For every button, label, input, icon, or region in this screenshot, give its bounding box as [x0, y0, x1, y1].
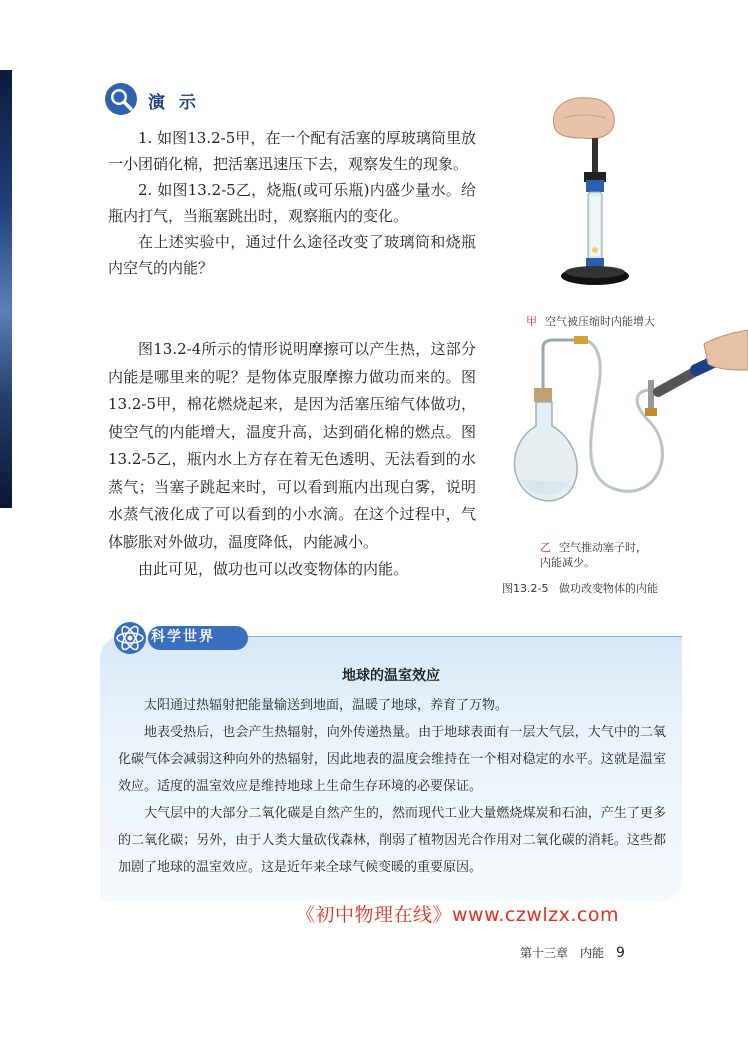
science-world-heading: 地球的温室效应: [342, 668, 440, 684]
science-world-paragraph-1: 太阳通过热辐射把能量输送到地面，温暖了地球，养育了万物。: [144, 698, 509, 713]
demo-title: 演 示: [148, 93, 200, 113]
science-world-rule: [236, 636, 682, 637]
demo-text: [108, 125, 476, 281]
body-text: [108, 336, 476, 584]
demo-paragraph-2: 2. 如图13.2-5乙，烧瓶(或可乐瓶)内盛少量水。给瓶内打气，当瓶塞跳出时，观察瓶内的变化。: [108, 181, 476, 225]
figure-number: 图13.2-5: [502, 582, 549, 595]
page-footer: [520, 944, 625, 961]
watermark: 《初中物理在线》www.czwlzx.com: [296, 904, 619, 926]
figure-a-caption-text: 空气被压缩时内能增大: [545, 315, 655, 328]
science-world-text: [118, 692, 666, 881]
footer-chapter: 第十三章 内能: [520, 946, 605, 960]
atom-icon: [114, 622, 146, 654]
figure-caption: [502, 580, 658, 596]
figure-b-flask-pump: [508, 330, 748, 535]
figure-title: 做功改变物体的内能: [558, 582, 658, 595]
figure-a-piston-cylinder: [540, 88, 660, 298]
figure-a-caption: [526, 313, 655, 329]
page-number: 9: [616, 945, 625, 961]
body-paragraph-2: 由此可见，做功也可以改变物体的内能。: [138, 560, 409, 578]
science-world-label: 科学世界: [151, 629, 215, 645]
demo-paragraph-3: 在上述实验中，通过什么途径改变了玻璃筒和烧瓶内空气的内能？: [108, 233, 476, 277]
figure-a-mark: 甲: [526, 315, 537, 328]
edge-photo-strip: [0, 70, 12, 508]
science-world-paragraph-3: 大气层中的大部分二氧化碳是自然产生的，然而现代工业大量燃烧煤炭和石油，产生了更多的二氧化碳；另外，由于人类大量砍伐森林，削弱了植物因光合作用对二氧化碳的消耗。这些都加剧了地球的温室效应。这是近年来全球气候变暖的重要原因。: [118, 806, 666, 875]
figure-b-mark: 乙: [540, 541, 551, 554]
figure-b-caption: [540, 540, 650, 570]
demo-paragraph-1: 1. 如图13.2-5甲，在一个配有活塞的厚玻璃筒里放一小团硝化棉，把活塞迅速压下去，观察发生的现象。: [108, 129, 476, 173]
science-world-paragraph-2: 地表受热后，也会产生热辐射，向外传递热量。由于地球表面有一层大气层，大气中的二氧化碳气体会减弱这种向外的热辐射，因此地表的温度会维持在一个相对稳定的水平。这就是温室效应。适度的温室效应是维持地球上生命生存环境的必要保证。: [118, 725, 666, 794]
demo-magnifier-icon: [104, 82, 138, 116]
body-paragraph-1: 图13.2-4所示的情形说明摩擦可以产生热，这部分内能是哪里来的呢？是物体克服摩擦力做功而来的。图13.2-5甲，棉花燃烧起来，是因为活塞压缩气体做功，使空气的内能增大，温度升高，达到硝化棉的燃点。图13.2-5乙，瓶内水上方存在着无色透明、无法看到的水蒸气；当塞子跳起来时，可以看到瓶内出现白雾，说明水蒸气液化成了可以看到的小水滴。在这个过程中，气体膨胀对外做功，温度降低，内能减小。: [108, 340, 476, 551]
figure-b-caption-text: 空气推动塞子时，内能减少。: [540, 541, 647, 569]
demo-header: [104, 82, 304, 118]
